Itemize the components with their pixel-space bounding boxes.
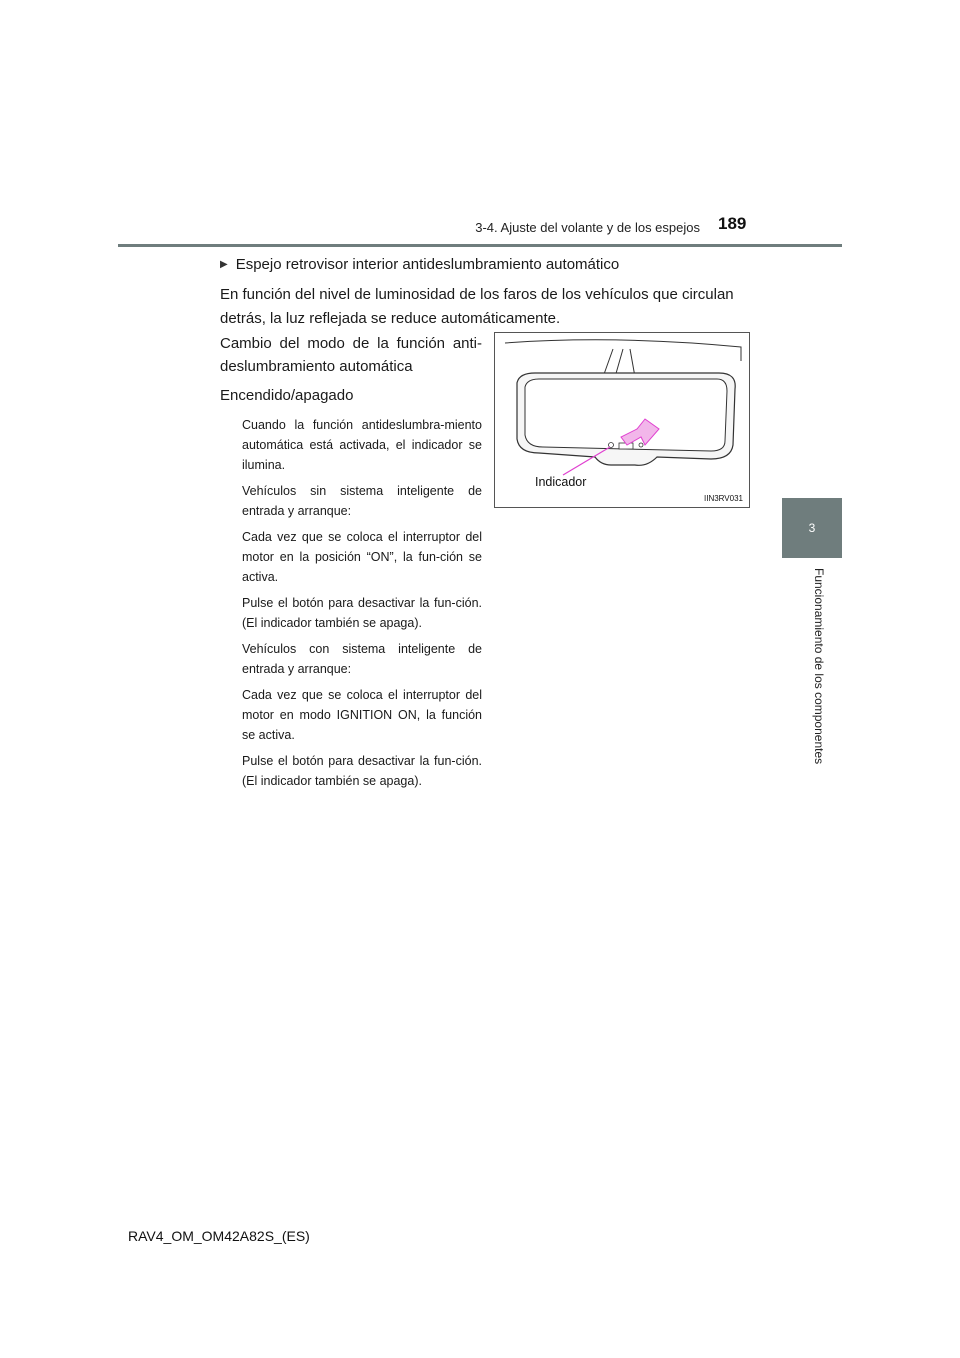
chapter-tab [782, 498, 842, 558]
intro-paragraph: En función del nivel de luminosidad de los faros de los vehículos que circulan detrás, la luz reflejada se reduce automáticamente. [220, 286, 734, 327]
text-column [220, 332, 482, 797]
content-top [220, 256, 750, 331]
triangle-bullet-icon: ▶ [220, 259, 228, 270]
paragraph: Vehículos con sistema inteligente de entrada y arranque: [242, 642, 482, 676]
footer-manual-code: RAV4_OM_OM42A82S_(ES) [128, 1228, 310, 1244]
paragraph: Cada vez que se coloca el interruptor del motor en modo IGNITION ON, la función se activa. [242, 688, 482, 742]
chapter-label: Funcionamiento de los componentes [812, 568, 826, 765]
section-heading-text: Espejo retrovisor interior antideslumbramiento automático [235, 256, 620, 273]
page-number: 189 [718, 214, 747, 233]
figure-code: IIN3RV031 [704, 494, 743, 503]
paragraph: Cuando la función antideslumbra-miento automática está activada, el indicador se ilumina. [242, 418, 482, 472]
mirror-illustration [495, 333, 751, 509]
chapter-number: 3 [808, 521, 816, 535]
paragraph: Pulse el botón para desactivar la fun-ción. (El indicador también se apaga). [242, 596, 482, 630]
paragraph: Vehículos sin sistema inteligente de entrada y arranque: [242, 484, 482, 518]
section-heading [220, 256, 750, 273]
figure-label: Indicador [535, 475, 587, 489]
subheading-onoff: Encendido/apagado [220, 387, 354, 404]
header-rule [118, 244, 842, 247]
mirror-figure [494, 332, 750, 508]
paragraph: Cada vez que se coloca el interruptor del motor en la posición “ON”, la fun-ción se activa. [242, 530, 482, 584]
paragraph: Pulse el botón para desactivar la fun-ción. (El indicador también se apaga). [242, 754, 482, 788]
subheading-mode: Cambio del modo de la función anti-deslumbramiento automática [220, 335, 482, 375]
header-title: 3-4. Ajuste del volante y de los espejos [475, 220, 700, 235]
